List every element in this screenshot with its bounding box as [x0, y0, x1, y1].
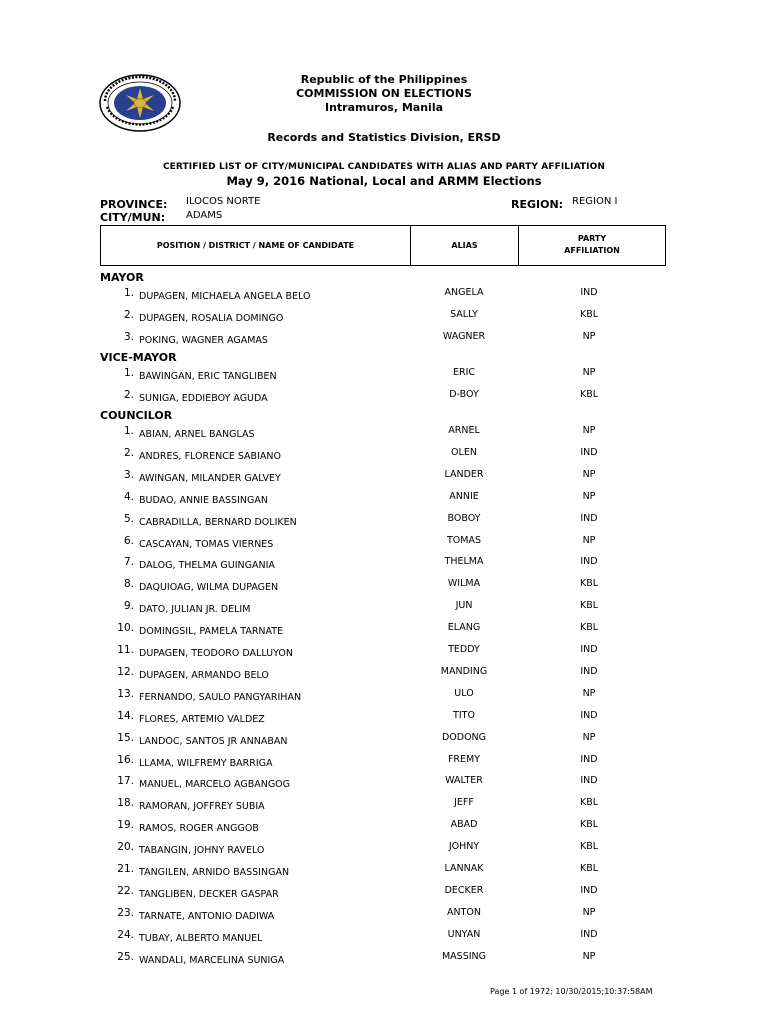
candidate-number: 18.	[117, 797, 134, 810]
candidate-party: NP	[582, 731, 596, 743]
table-row	[0, 534, 768, 558]
candidate-name: LLAMA, WILFREMY BARRIGA	[139, 757, 273, 769]
candidate-alias: ARNEL	[448, 425, 480, 436]
candidate-party: KBL	[579, 622, 599, 634]
candidate-number: 12.	[117, 665, 134, 678]
candidate-number: 17.	[117, 775, 134, 788]
candidate-number: 20.	[117, 841, 134, 854]
table-row	[0, 709, 768, 733]
candidate-alias: SALLY	[450, 308, 478, 320]
candidate-number: 3.	[123, 468, 134, 481]
candidate-number: 10.	[117, 622, 134, 635]
section-title-mayor: MAYOR	[100, 271, 144, 284]
table-row	[0, 287, 768, 310]
header-commission: COMMISSION ON ELECTIONS	[296, 87, 472, 100]
candidate-number: 8.	[123, 578, 134, 591]
candidate-name: AWINGAN, MILANDER GALVEY	[139, 472, 281, 484]
col-header-party: PARTY	[577, 234, 607, 243]
candidate-name: WANDALI, MARCELINA SUNIGA	[139, 954, 285, 966]
candidate-alias: ANTON	[447, 906, 481, 918]
page-footer: Page 1 of 1972; 10/30/2015;10:37:58AM	[490, 987, 653, 996]
candidate-name: ABIAN, ARNEL BANGLAS	[139, 429, 255, 440]
candidate-party: IND	[580, 928, 598, 940]
candidate-alias: OLEN	[451, 446, 477, 458]
table-row	[0, 928, 768, 952]
candidate-alias: TEDDY	[448, 644, 480, 655]
candidate-number: 1.	[123, 287, 134, 299]
candidate-party: IND	[580, 512, 598, 524]
candidate-party: IND	[580, 556, 598, 568]
header-certified-list: CERTIFIED LIST OF CITY/MUNICIPAL CANDIDATES WITH ALIAS AND PARTY AFFILIATION	[162, 162, 606, 172]
table-row	[0, 512, 768, 536]
candidate-number: 25.	[117, 950, 134, 963]
candidate-number: 13.	[117, 687, 134, 700]
region-value: REGION I	[572, 196, 618, 207]
candidate-alias: ANGELA	[444, 287, 484, 298]
candidate-number: 23.	[117, 906, 134, 919]
candidate-party: NP	[582, 367, 596, 378]
col-header-alias: ALIAS	[451, 241, 478, 250]
candidate-party: IND	[580, 644, 598, 655]
candidate-number: 5.	[123, 512, 134, 525]
candidate-number: 4.	[123, 490, 134, 503]
candidate-number: 15.	[117, 731, 134, 744]
table-row	[0, 819, 768, 842]
candidate-party: NP	[582, 534, 596, 546]
candidate-number: 2.	[123, 308, 134, 321]
candidate-party: NP	[582, 950, 596, 962]
candidate-name: DAQUIOAG, WILMA DUPAGEN	[139, 582, 279, 594]
candidate-name: RAMORAN, JOFFREY SUBIA	[139, 801, 265, 813]
candidate-number: 6.	[123, 534, 134, 547]
candidate-name: LANDOC, SANTOS JR ANNABAN	[139, 735, 288, 747]
candidate-name: ANDRES, FLORENCE SABIANO	[139, 450, 281, 462]
table-row	[0, 884, 768, 908]
candidate-alias: JEFF	[454, 797, 474, 809]
candidate-alias: D-BOY	[449, 388, 479, 400]
candidate-alias: ELANG	[447, 622, 481, 634]
candidate-alias: JUN	[455, 600, 473, 612]
candidate-party: IND	[580, 287, 598, 298]
table-row	[0, 600, 768, 623]
header-republic: Republic of the Philippines	[300, 73, 468, 86]
candidate-alias: WALTER	[445, 775, 483, 787]
table-row	[0, 446, 768, 470]
candidate-party: NP	[582, 468, 596, 480]
header-location: Intramuros, Manila	[324, 101, 444, 114]
city-value: ADAMS	[186, 210, 223, 221]
candidate-party: NP	[582, 490, 596, 502]
table-row	[0, 775, 768, 798]
city-label: CITY/MUN:	[100, 211, 166, 224]
candidate-number: 14.	[117, 709, 134, 722]
candidate-name: DUPAGEN, ARMANDO BELO	[139, 669, 269, 681]
candidate-name: TUBAY, ALBERTO MANUEL	[139, 932, 263, 944]
candidate-name: DOMINGSIL, PAMELA TARNATE	[139, 626, 284, 638]
table-row	[0, 950, 768, 974]
candidate-number: 1.	[123, 367, 134, 379]
candidate-name: DALOG, THELMA GUINGANIA	[139, 560, 275, 572]
candidate-alias: TITO	[453, 709, 475, 721]
candidate-name: TABANGIN, JOHNY RAVELO	[139, 845, 265, 857]
table-row	[0, 665, 768, 689]
candidate-alias: THELMA	[444, 556, 484, 568]
candidate-party: IND	[580, 753, 598, 765]
candidate-name: BUDAO, ANNIE BASSINGAN	[139, 494, 268, 506]
region-label: REGION:	[511, 198, 564, 211]
candidate-alias: LANDER	[444, 468, 484, 480]
candidate-number: 24.	[117, 928, 134, 941]
candidate-name: CABRADILLA, BERNARD DOLIKEN	[139, 516, 297, 528]
section-title-councilor: COUNCILOR	[100, 409, 173, 422]
candidate-party: KBL	[579, 841, 599, 853]
candidate-alias: JOHNY	[448, 841, 480, 853]
candidate-party: KBL	[579, 308, 599, 320]
candidate-alias: ABAD	[450, 819, 478, 831]
candidate-party: IND	[580, 446, 598, 458]
table-row	[0, 906, 768, 930]
header-division: Records and Statistics Division, ERSD	[267, 131, 501, 144]
candidate-alias: ERIC	[452, 367, 476, 378]
header-election: May 9, 2016 National, Local and ARMM Elections	[226, 174, 542, 188]
candidate-party: KBL	[579, 819, 599, 831]
candidate-name: DUPAGEN, ROSALIA DOMINGO	[139, 312, 284, 324]
candidate-alias: BOBOY	[447, 512, 481, 524]
candidate-alias: MANDING	[440, 665, 488, 677]
candidate-party: KBL	[579, 797, 599, 809]
candidate-party: KBL	[579, 578, 599, 590]
table-row	[0, 622, 768, 645]
table-row	[0, 644, 768, 667]
candidate-alias: MASSING	[441, 950, 487, 962]
candidate-name: FERNANDO, SAULO PANGYARIHAN	[139, 691, 302, 703]
candidate-alias: TOMAS	[446, 534, 481, 546]
candidate-party: KBL	[579, 863, 599, 874]
candidate-party: IND	[580, 665, 598, 677]
candidate-name: POKING, WAGNER AGAMAS	[139, 334, 268, 346]
candidate-party: KBL	[579, 388, 599, 400]
candidate-number: 9.	[123, 600, 134, 613]
candidate-party: KBL	[579, 600, 599, 612]
candidate-name: TARNATE, ANTONIO DADIWA	[139, 910, 275, 922]
table-row	[0, 841, 768, 864]
candidate-name: MANUEL, MARCELO AGBANGOG	[139, 779, 291, 791]
candidate-number: 19.	[117, 819, 134, 832]
candidate-party: IND	[580, 884, 598, 896]
candidate-party: NP	[582, 330, 596, 342]
table-row	[0, 797, 768, 820]
candidate-name: CASCAYAN, TOMAS VIERNES	[139, 538, 274, 550]
candidate-alias: DECKER	[444, 884, 484, 896]
table-row	[0, 425, 768, 448]
table-row	[0, 863, 768, 886]
table-row	[0, 308, 768, 332]
candidate-alias: FREMY	[447, 753, 481, 765]
candidate-name: BAWINGAN, ERIC TANGLIBEN	[139, 371, 277, 382]
candidate-number: 11.	[117, 644, 134, 656]
section-title-vice-mayor: VICE-MAYOR	[100, 351, 177, 364]
candidate-number: 2.	[123, 446, 134, 459]
candidate-name: TANGLIBEN, DECKER GASPAR	[139, 888, 279, 900]
col-header-affiliation: AFFILIATION	[564, 246, 620, 255]
table-row	[0, 687, 768, 711]
candidate-party: NP	[582, 687, 596, 699]
candidate-alias: WAGNER	[442, 330, 486, 342]
candidate-name: RAMOS, ROGER ANGGOB	[139, 823, 259, 835]
candidate-alias: WILMA	[447, 578, 481, 590]
candidate-alias: UNYAN	[447, 928, 481, 940]
table-row	[0, 753, 768, 777]
candidate-party: NP	[582, 906, 596, 918]
candidate-party: IND	[580, 709, 598, 721]
candidate-number: 1.	[123, 425, 134, 437]
candidate-alias: DODONG	[441, 731, 487, 743]
candidate-number: 3.	[123, 330, 134, 343]
candidate-name: DATO, JULIAN JR. DELIM	[139, 604, 251, 616]
province-label: PROVINCE:	[100, 198, 168, 211]
province-value: ILOCOS NORTE	[186, 196, 261, 207]
table-row	[0, 578, 768, 601]
candidate-number: 21.	[117, 863, 134, 875]
candidate-name: SUNIGA, EDDIEBOY AGUDA	[139, 392, 268, 404]
table-row	[0, 490, 768, 514]
table-row	[0, 556, 768, 579]
candidate-number: 16.	[117, 753, 134, 766]
candidate-name: FLORES, ARTEMIO VALDEZ	[139, 713, 265, 725]
candidate-alias: ULO	[454, 687, 474, 699]
candidate-party: NP	[582, 425, 596, 436]
table-row	[0, 468, 768, 492]
col-header-position: POSITION / DISTRICT / NAME OF CANDIDATE	[156, 241, 355, 250]
candidate-alias: ANNIE	[449, 490, 479, 502]
candidate-name: DUPAGEN, TEODORO DALLUYON	[139, 648, 293, 659]
candidate-name: DUPAGEN, MICHAELA ANGELA BELO	[139, 291, 311, 302]
table-row	[0, 731, 768, 755]
candidate-number: 2.	[123, 388, 134, 401]
candidate-number: 7.	[123, 556, 134, 569]
candidate-name: TANGILEN, ARNIDO BASSINGAN	[139, 867, 290, 878]
candidate-party: IND	[580, 775, 598, 787]
table-row	[0, 367, 768, 390]
candidate-alias: LANNAK	[444, 863, 484, 874]
candidate-number: 22.	[117, 884, 134, 897]
